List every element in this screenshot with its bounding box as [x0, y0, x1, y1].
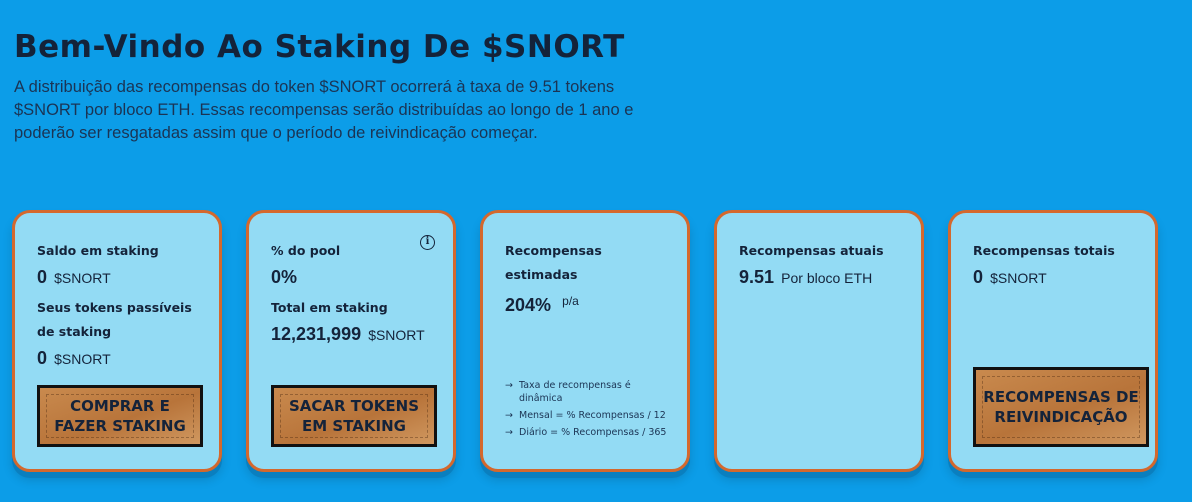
total-rewards-unit: $SNORT	[990, 270, 1047, 286]
estimated-rewards-unit: p/a	[562, 294, 579, 308]
current-rewards-label: Recompensas atuais	[739, 243, 884, 258]
total-rewards-value-line	[973, 265, 1141, 290]
claim-rewards-button[interactable]: RECOMPENSAS DE REIVINDICAÇÃO	[973, 367, 1149, 447]
arrow-right-icon: →	[505, 427, 513, 438]
current-rewards-unit: Por bloco ETH	[781, 270, 873, 286]
staked-balance-unit: $SNORT	[54, 270, 111, 286]
total-staked-unit: $SNORT	[368, 327, 425, 343]
arrow-right-icon: →	[505, 410, 513, 421]
stakeable-tokens-value-line	[37, 346, 205, 371]
stakeable-tokens-value: 0	[37, 348, 48, 368]
stakeable-tokens-label: Seus tokens passíveis de staking	[37, 300, 192, 339]
stakeable-tokens-unit: $SNORT	[54, 351, 111, 367]
card-current-rewards	[714, 210, 924, 472]
buy-and-stake-button[interactable]: COMPRAR E FAZER STAKING	[37, 385, 203, 447]
estimated-rewards-label: Recompensas estimadas	[505, 243, 602, 282]
total-staked-value-line	[271, 322, 439, 347]
pool-share-value-line	[271, 265, 439, 290]
estimated-rewards-value-line	[505, 289, 673, 318]
staking-cards	[12, 210, 1172, 478]
total-rewards-label: Recompensas totais	[973, 243, 1115, 258]
pool-share-value: 0%	[271, 267, 298, 287]
page-title: Bem-Vindo Ao Staking De $SNORT	[14, 29, 625, 65]
info-icon[interactable]: i	[420, 235, 435, 250]
staked-balance-value: 0	[37, 267, 48, 287]
staked-balance-value-line	[37, 265, 205, 290]
reward-note-text: Taxa de recompensas é dinâmica	[519, 380, 631, 404]
arrow-right-icon: →	[505, 380, 513, 391]
reward-note	[505, 379, 671, 405]
total-rewards-value: 0	[973, 267, 984, 287]
reward-note	[505, 426, 671, 439]
current-rewards-value-line	[739, 265, 907, 290]
reward-note	[505, 409, 671, 422]
reward-note-text: Mensal = % Recompensas / 12	[519, 410, 666, 421]
withdraw-staked-tokens-button[interactable]: SACAR TOKENS EM STAKING	[271, 385, 437, 447]
total-staked-value: 12,231,999	[271, 324, 362, 344]
page-header	[14, 28, 654, 145]
reward-notes	[505, 379, 671, 443]
estimated-rewards-value: 204%	[505, 295, 552, 315]
card-pool	[246, 210, 456, 472]
card-total-rewards	[948, 210, 1158, 472]
reward-note-text: Diário = % Recompensas / 365	[519, 427, 667, 438]
card-estimated-rewards	[480, 210, 690, 472]
total-staked-label: Total em staking	[271, 300, 388, 315]
staked-balance-label: Saldo em staking	[37, 243, 159, 258]
card-staked-balance	[12, 210, 222, 472]
current-rewards-value: 9.51	[739, 267, 775, 287]
page-description: A distribuição das recompensas do token $SNORT ocorrerá à taxa de 9.51 tokens $SNORT por bloco ETH. Essas recompensas serão distribuídas ao longo de 1 ano e poderão ser resgatadas assim que o período de reivindicação começar.	[14, 78, 634, 142]
pool-share-label: % do pool	[271, 243, 341, 258]
